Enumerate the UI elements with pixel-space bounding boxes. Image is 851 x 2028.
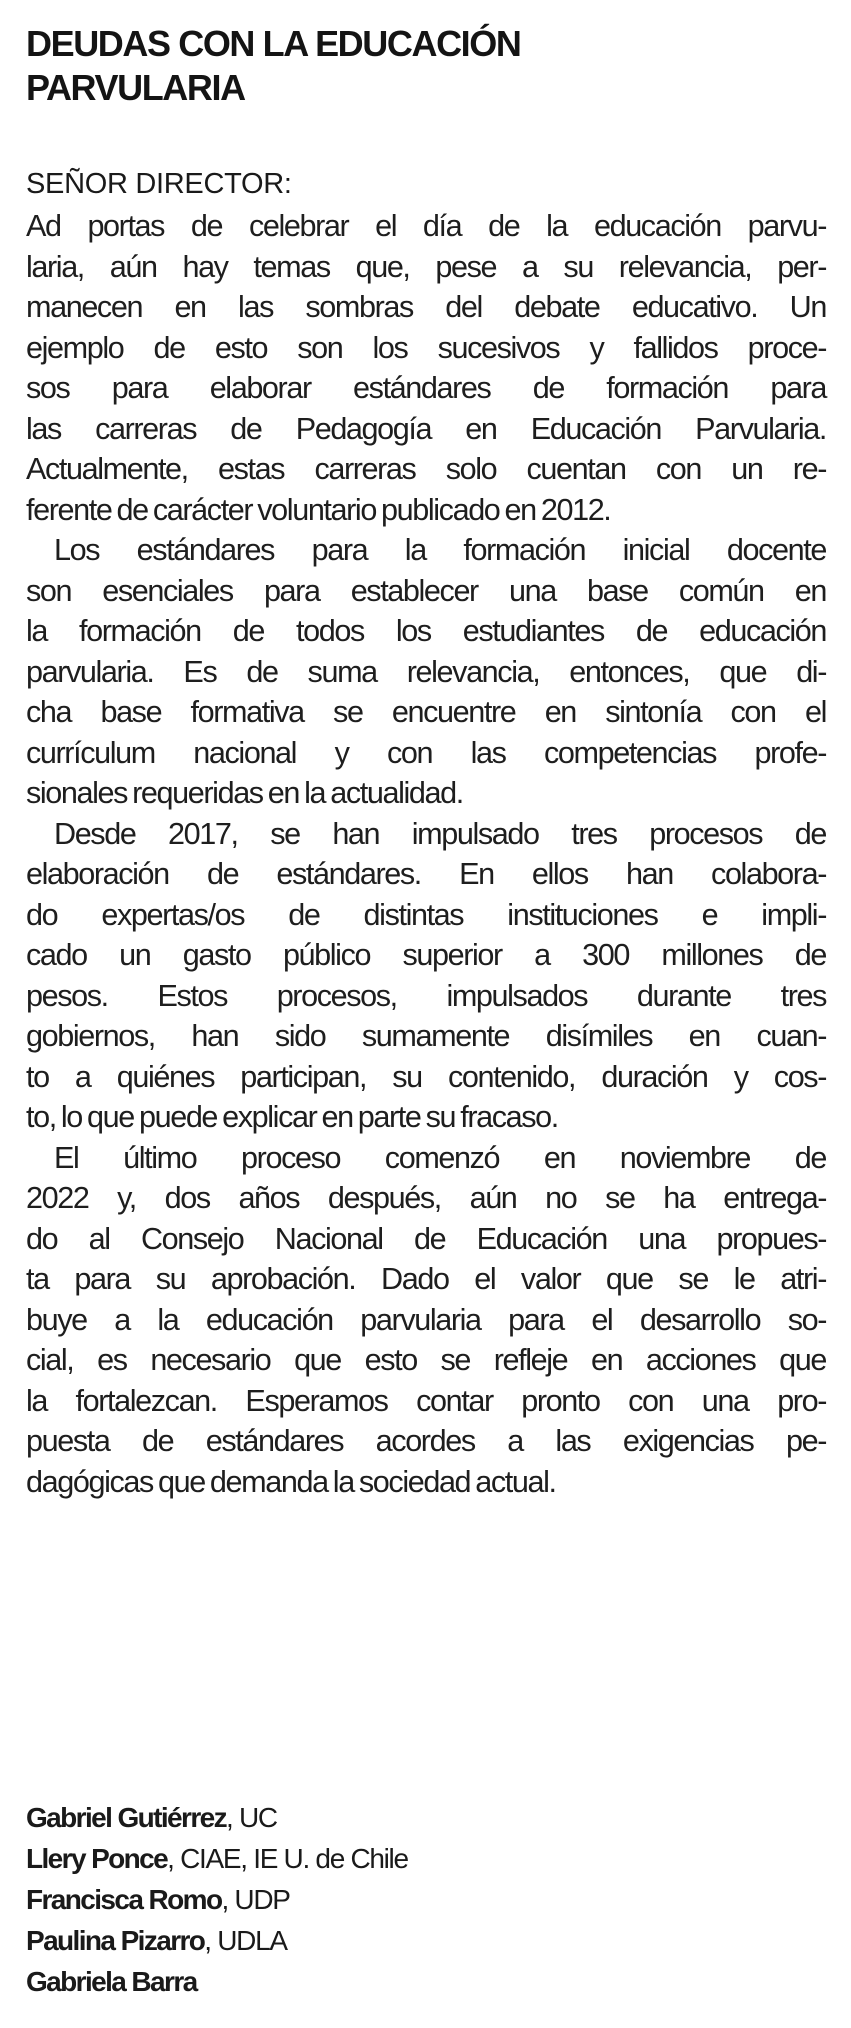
signatory-name: Paulina Pizarro bbox=[26, 1925, 205, 1956]
salutation: SEÑOR DIRECTOR: bbox=[26, 168, 292, 200]
signatory bbox=[26, 1879, 826, 1920]
letter-body bbox=[26, 206, 826, 1502]
body-line: do al Consejo Nacional de Educación una propues- bbox=[26, 1221, 826, 1256]
signatory-affiliation: , UDP bbox=[221, 1884, 290, 1915]
body-line: gobiernos, han sido sumamente disímiles en cuan- bbox=[26, 1019, 826, 1053]
body-line: elaboración de estándares. En ellos han colabora- bbox=[26, 857, 826, 891]
body-line: cha base formativa se encuentre en sintonía con el bbox=[26, 695, 826, 729]
paragraph-3 bbox=[26, 814, 826, 1138]
signatory bbox=[26, 1797, 826, 1838]
body-line: sionales requeridas en la actualidad. bbox=[26, 776, 463, 810]
body-line: Los estándares para la formación inicial docente bbox=[54, 533, 826, 567]
signatory-name: Llery Ponce bbox=[26, 1843, 168, 1874]
signatory bbox=[26, 1838, 826, 1879]
signatory bbox=[26, 1920, 826, 1961]
body-line: buye a la educación parvularia para el desarrollo so- bbox=[26, 1302, 826, 1337]
signatory-affiliation: , UC bbox=[226, 1802, 277, 1833]
body-line: dagógicas que demanda la sociedad actual. bbox=[26, 1464, 556, 1499]
signatory-affiliation: , CIAE, IE U. de Chile bbox=[167, 1843, 408, 1874]
signatures bbox=[26, 1797, 826, 2002]
body-line: ferente de carácter voluntario publicado en 2012. bbox=[26, 492, 611, 527]
body-line: 2022 y, dos años después, aún no se ha entrega- bbox=[26, 1181, 826, 1215]
body-line: cado un gasto público superior a 300 millones de bbox=[26, 938, 826, 972]
body-line: la fortalezcan. Esperamos contar pronto con una pro- bbox=[26, 1383, 826, 1418]
body-line: son esenciales para establecer una base común en bbox=[26, 573, 826, 608]
body-line: parvularia. Es de suma relevancia, entonces, que di- bbox=[26, 654, 826, 689]
paragraph-4 bbox=[26, 1138, 826, 1503]
body-line: ta para su aprobación. Dado el valor que se le atri- bbox=[26, 1262, 826, 1296]
signatory-name: Francisca Romo bbox=[26, 1884, 222, 1915]
signatory-name: Gabriela Barra bbox=[26, 1966, 197, 1997]
body-line: Ad portas de celebrar el día de la educación parvu- bbox=[26, 209, 826, 243]
body-line: currículum nacional y con las competencias profe- bbox=[26, 735, 826, 770]
body-line: Desde 2017, se han impulsado tres procesos de bbox=[54, 816, 826, 851]
signatory-name: Gabriel Gutiérrez bbox=[26, 1802, 226, 1833]
body-line: puesta de estándares acordes a las exigencias pe- bbox=[26, 1424, 826, 1458]
signatory bbox=[26, 1961, 826, 2002]
body-line: manecen en las sombras del debate educativo. Un bbox=[26, 290, 826, 324]
body-line: las carreras de Pedagogía en Educación Parvularia. bbox=[26, 411, 826, 446]
headline-line-1: DEUDAS CON LA EDUCACIÓN bbox=[26, 23, 521, 64]
body-line: laria, aún hay temas que, pese a su relevancia, per- bbox=[26, 249, 826, 284]
body-line: ejemplo de esto son los sucesivos y fallidos proce- bbox=[26, 330, 826, 365]
signatory-affiliation: , UDLA bbox=[204, 1925, 287, 1956]
body-line: El último proceso comenzó en noviembre de bbox=[54, 1140, 826, 1175]
body-line: Actualmente, estas carreras solo cuentan con un re- bbox=[26, 452, 826, 486]
body-line: cial, es necesario que esto se refleje en acciones que bbox=[26, 1343, 826, 1377]
paragraph-1 bbox=[26, 206, 826, 530]
body-line: sos para elaborar estándares de formación para bbox=[26, 371, 826, 405]
paragraph-2 bbox=[26, 530, 826, 814]
body-line: to a quiénes participan, su contenido, duración y cos- bbox=[26, 1059, 826, 1094]
headline-line-2: PARVULARIA bbox=[26, 67, 245, 108]
body-line: do expertas/os de distintas instituciones e impli- bbox=[26, 897, 826, 932]
body-line: la formación de todos los estudiantes de educación bbox=[26, 614, 826, 648]
body-line: to, lo que puede explicar en parte su fracaso. bbox=[26, 1100, 558, 1134]
headline bbox=[26, 22, 826, 110]
body-line: pesos. Estos procesos, impulsados durante tres bbox=[26, 978, 826, 1013]
